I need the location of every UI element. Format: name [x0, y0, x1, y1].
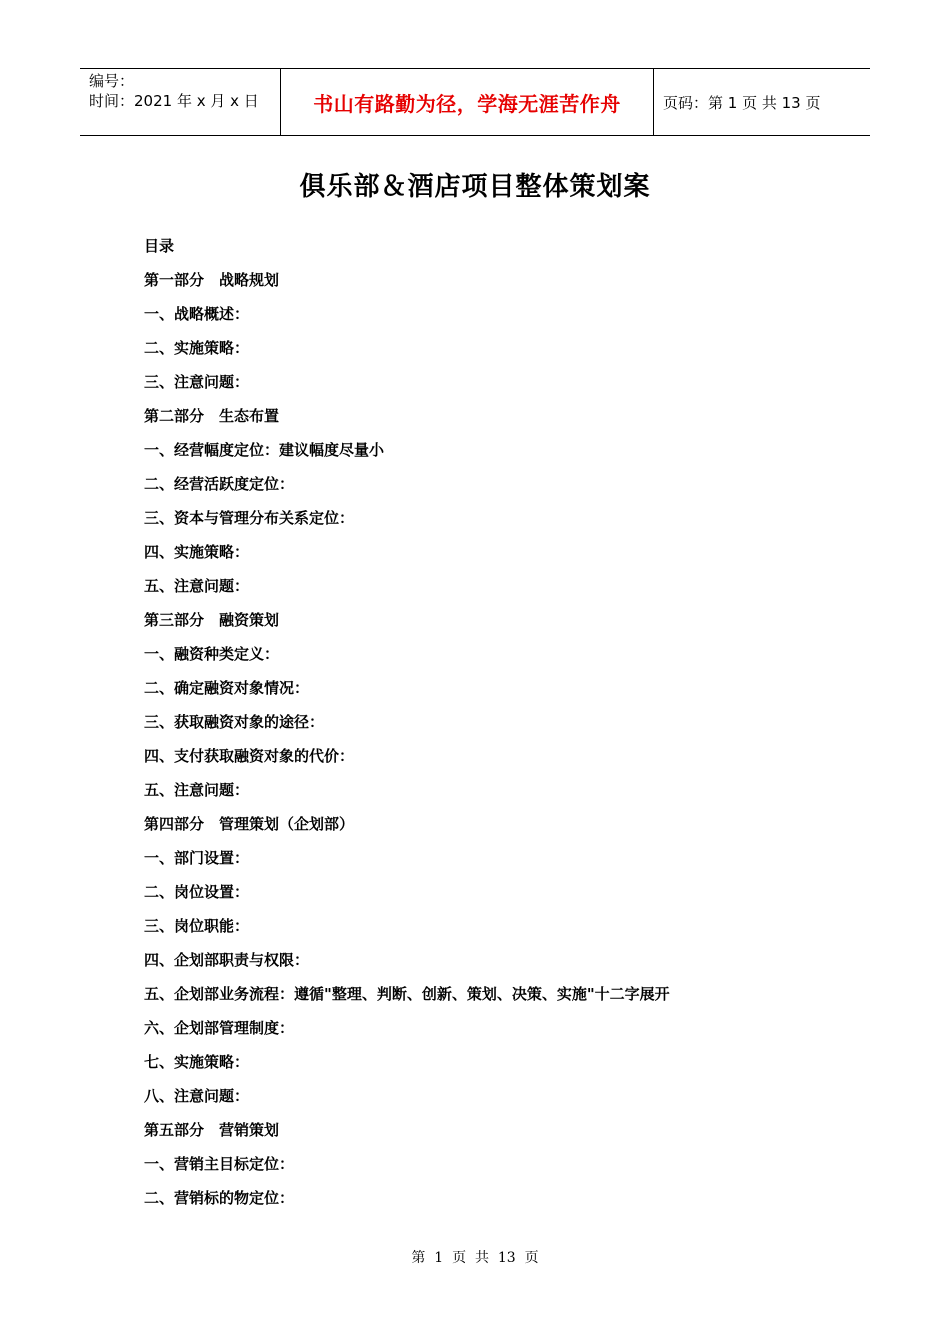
- toc-item: 二、经营活跃度定位：: [144, 475, 295, 493]
- toc-item: 二、营销标的物定位：: [144, 1189, 295, 1207]
- time-label: 时间：2021 年 x 月 x 日: [89, 92, 259, 110]
- header-table: [80, 68, 870, 136]
- toc-heading: 目录: [144, 237, 175, 255]
- toc-item: 五、企划部业务流程：遵循"整理、判断、创新、策划、决策、实施"十二字展开: [144, 985, 670, 1003]
- toc-item: 三、注意问题：: [144, 373, 250, 391]
- toc-item: 四、实施策略：: [144, 543, 250, 561]
- page-footer: 第 1 页 共 13 页: [411, 1250, 539, 1266]
- toc-item: 一、部门设置：: [144, 849, 250, 867]
- toc-item: 三、获取融资对象的途径：: [144, 713, 325, 731]
- toc-part-5: 第五部分 营销策划: [144, 1121, 280, 1139]
- toc-item: 五、注意问题：: [144, 577, 250, 595]
- toc-part-2: 第二部分 生态布置: [144, 407, 280, 425]
- toc-item: 二、岗位设置：: [144, 883, 250, 901]
- toc-item: 一、融资种类定义：: [144, 645, 280, 663]
- header-meta: [80, 69, 281, 135]
- toc-item: 一、经营幅度定位：建议幅度尽量小: [144, 441, 385, 459]
- toc-item: 五、注意问题：: [144, 781, 250, 799]
- toc-item: 四、企划部职责与权限：: [144, 951, 310, 969]
- toc-item: 二、确定融资对象情况：: [144, 679, 310, 697]
- toc-item: 三、岗位职能：: [144, 917, 250, 935]
- toc-item: 七、实施策略：: [144, 1053, 250, 1071]
- toc-item: 一、战略概述：: [144, 305, 250, 323]
- page-info: 页码：第 1 页 共 13 页: [663, 93, 821, 112]
- header-page-info-cell: [654, 69, 870, 135]
- toc-item: 六、企划部管理制度：: [144, 1019, 295, 1037]
- toc-item: 三、资本与管理分布关系定位：: [144, 509, 355, 527]
- header-motto-cell: [281, 69, 654, 135]
- toc-item: 二、实施策略：: [144, 339, 250, 357]
- motto: 书山有路勤为径，学海无涯苦作舟: [313, 91, 621, 116]
- toc-item: 八、注意问题：: [144, 1087, 250, 1105]
- document-title: 俱乐部＆酒店项目整体策划案: [299, 172, 651, 202]
- toc-part-4: 第四部分 管理策划（企划部）: [144, 815, 355, 833]
- toc-part-1: 第一部分 战略规划: [144, 271, 280, 289]
- toc-item: 一、营销主目标定位：: [144, 1155, 295, 1173]
- toc-item: 四、支付获取融资对象的代价：: [144, 747, 355, 765]
- toc-part-3: 第三部分 融资策划: [144, 611, 280, 629]
- table-of-contents: [144, 234, 670, 1220]
- number-label: 编号：: [89, 72, 135, 90]
